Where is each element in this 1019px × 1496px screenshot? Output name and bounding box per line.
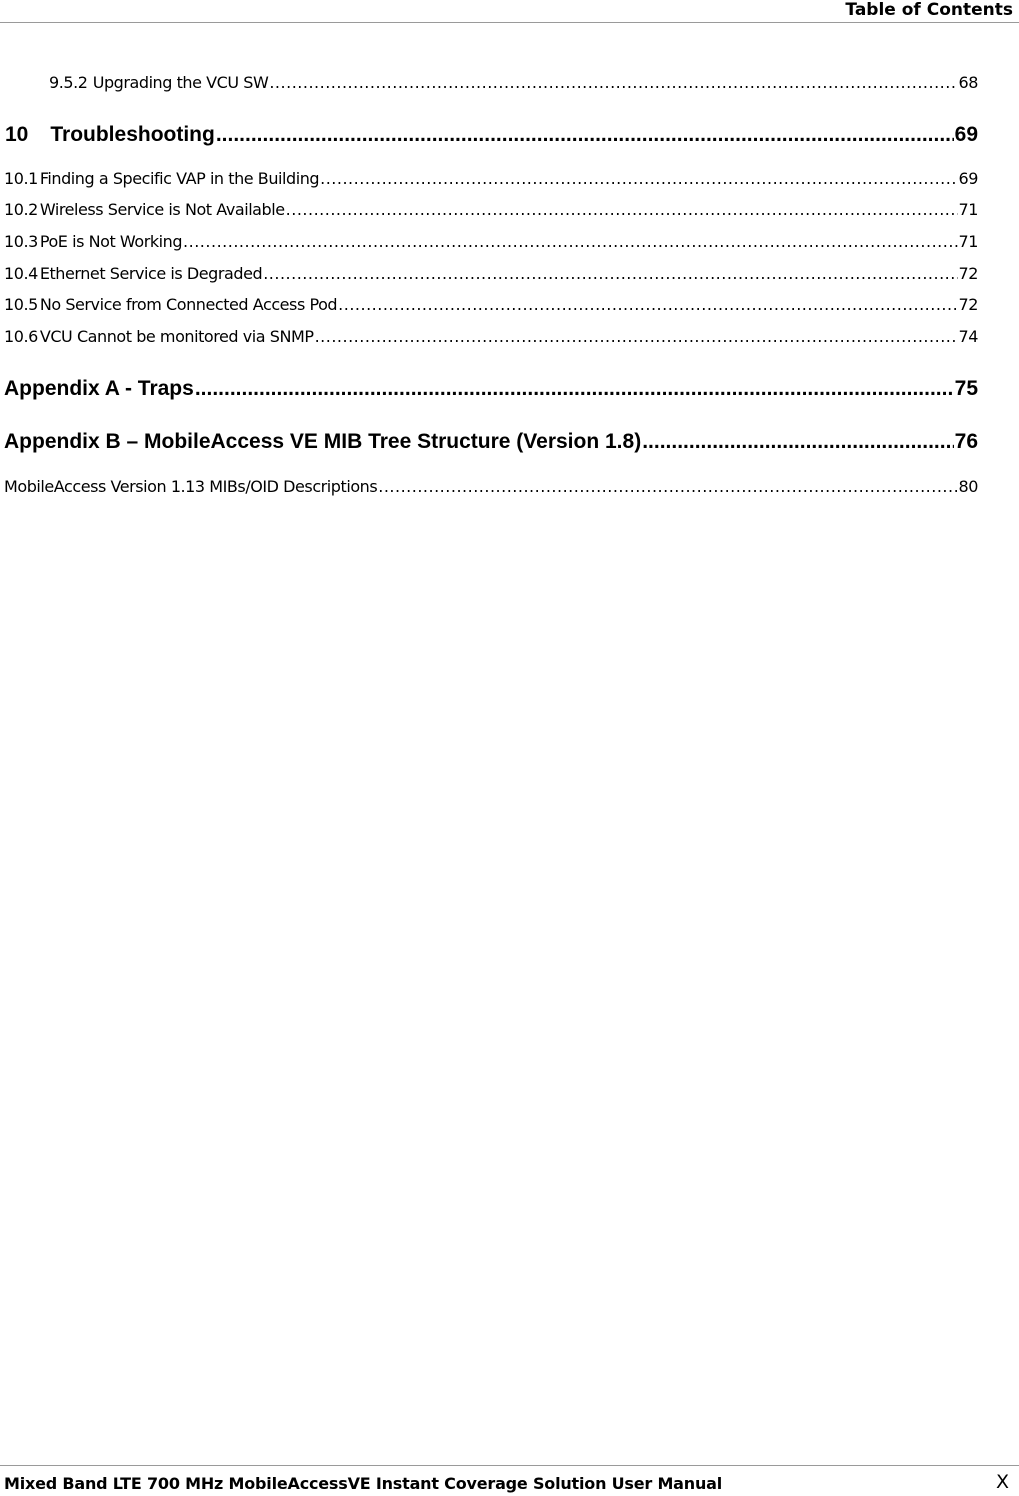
toc-entry-page: 69 [958,169,978,188]
toc-appendix-title: Appendix A - Traps [4,377,194,400]
toc-entry-number: 10.3 [4,232,38,251]
toc-entry-title: Finding a Specific VAP in the Building [39,169,320,188]
footer-divider [0,1465,1019,1466]
toc-entry-title: Upgrading the VCU SW [92,73,269,92]
toc-entry-number: 10.5 [4,295,38,314]
toc-dot-leader [315,326,958,348]
toc-dot-leader [286,199,958,221]
toc-entry-9-5-2[interactable] [49,72,978,94]
toc-entry-title: PoE is Not Working [39,232,183,251]
toc-appendix-a[interactable] [4,376,978,402]
toc-chapter-number: 10 [5,123,29,146]
toc-dot-leader [183,231,957,253]
toc-entry-number: 10.6 [4,327,38,346]
toc-dot-leader [269,72,957,94]
toc-dot-leader [378,476,957,498]
page-header-title: Table of Contents [845,0,1013,20]
toc-entry-title: Wireless Service is Not Available [39,200,285,219]
footer-page-number: X [995,1471,1009,1493]
toc-entry-mib-oid-descriptions[interactable] [4,476,978,498]
toc-chapter-10[interactable] [5,122,978,148]
toc-chapter-page: 69 [954,123,978,146]
toc-entry-page: 80 [958,477,978,496]
toc-entry-title: VCU Cannot be monitored via SNMP [39,327,314,346]
toc-dot-leader [216,122,954,148]
toc-entry-title: No Service from Connected Access Pod [39,295,338,314]
toc-entry-10-2[interactable] [4,199,978,221]
toc-appendix-b[interactable] [4,429,978,455]
toc-appendix-title: Appendix B – MobileAccess VE MIB Tree Structure (Version 1.8) [4,430,642,453]
toc-dot-leader [642,429,953,455]
toc-appendix-page: 75 [954,377,978,400]
toc-dot-leader [263,263,957,285]
toc-dot-leader [195,376,954,402]
toc-entry-title: Ethernet Service is Degraded [39,264,263,283]
toc-entry-10-6[interactable] [4,326,978,348]
toc-chapter-title: Troubleshooting [50,123,215,146]
toc-appendix-page: 76 [954,430,978,453]
toc-entry-title: MobileAccess Version 1.13 MIBs/OID Descriptions [4,477,378,496]
toc-dot-leader [320,168,957,190]
toc-entry-10-3[interactable] [4,231,978,253]
toc-entry-number: 10.1 [4,169,38,188]
footer-manual-title: Mixed Band LTE 700 MHz MobileAccessVE Instant Coverage Solution User Manual [4,1474,723,1493]
toc-entry-page: 72 [958,295,978,314]
toc-entry-page: 72 [958,264,978,283]
toc-entry-number: 9.5.2 [49,73,88,92]
toc-entry-page: 68 [958,73,978,92]
toc-entry-page: 71 [958,232,978,251]
toc-dot-leader [338,294,957,316]
header-divider [0,22,1019,23]
toc-entry-page: 74 [958,327,978,346]
toc-entry-10-1[interactable] [4,168,978,190]
toc-entry-10-5[interactable] [4,294,978,316]
toc-entry-10-4[interactable] [4,263,978,285]
toc-entry-number: 10.2 [4,200,38,219]
toc-entry-number: 10.4 [4,264,38,283]
toc-entry-page: 71 [958,200,978,219]
